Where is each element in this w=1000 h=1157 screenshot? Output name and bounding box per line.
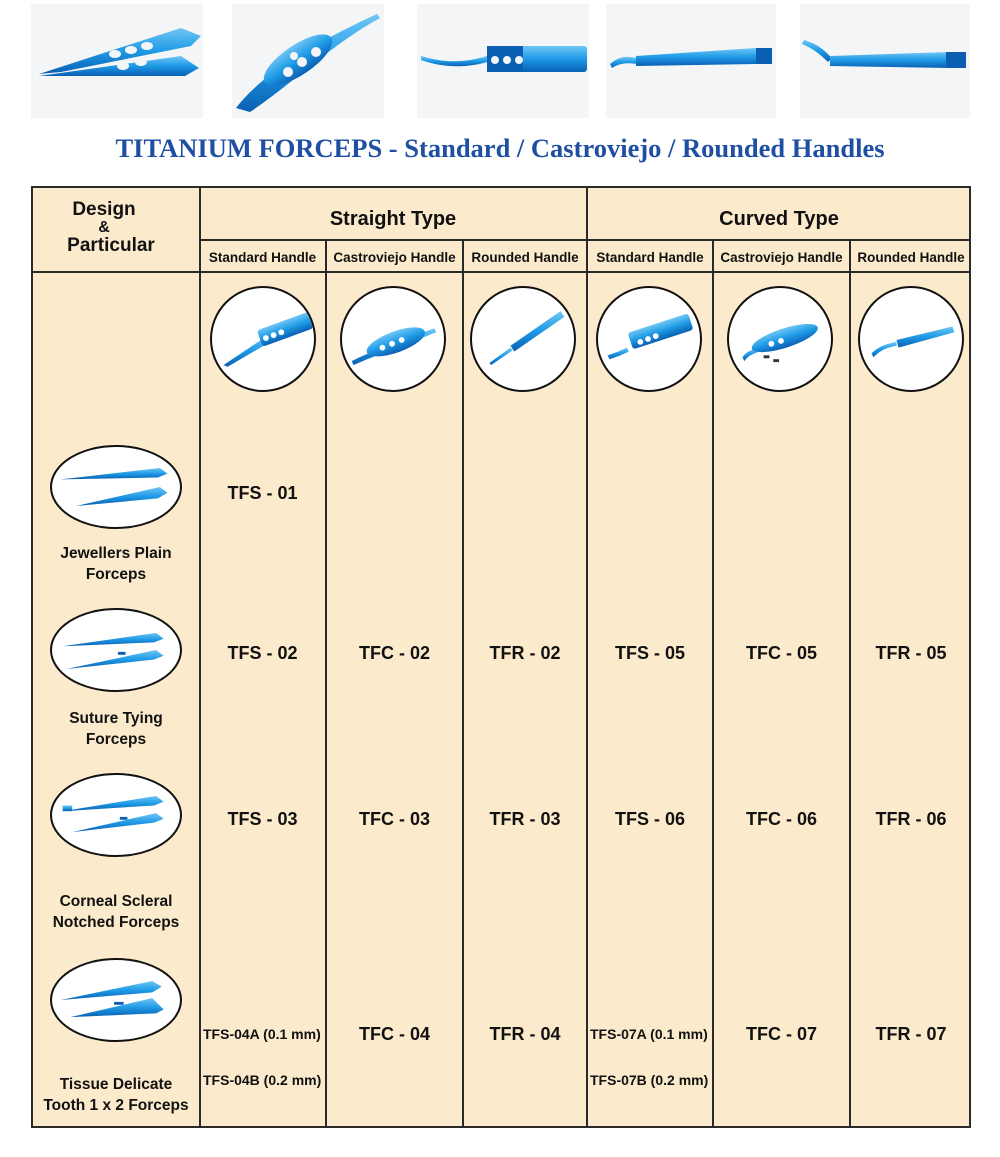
- code-variant-cell: TFS-07A (0.1 mm): [590, 1026, 708, 1042]
- castroviejo-handle-straight-icon: [340, 286, 446, 392]
- castroviejo-handle-curved-icon: [727, 286, 833, 392]
- code-cell: TFC - 04: [358, 1024, 430, 1044]
- code-cell: TFS - 03: [227, 809, 298, 829]
- page-title: TITANIUM FORCEPS - Standard / Castroviejo / Rounded Handles: [115, 133, 885, 163]
- row-name-jewellers-plain: Jewellers Plain Forceps: [60, 545, 172, 583]
- code-cell: TFS - 05: [614, 643, 685, 663]
- row-name-corneal-scleral: Corneal Scleral Notched Forceps: [52, 893, 180, 931]
- code-cell: TFR - 05: [875, 643, 947, 663]
- code-cell: TFR - 03: [489, 809, 561, 829]
- code-cell: TFS - 01: [227, 483, 298, 503]
- straight-type-header: Straight Type: [329, 208, 457, 230]
- forceps-castroviejo-handle-photo: [232, 4, 384, 118]
- code-cell: TFR - 07: [875, 1024, 947, 1044]
- product-photo-strip: [0, 0, 1000, 120]
- forceps-table: [31, 186, 971, 1128]
- corneal-scleral-tip-icon: [50, 773, 182, 857]
- code-cell: TFR - 02: [489, 643, 561, 663]
- rounded-handle-straight-icon: [470, 286, 576, 392]
- subheader-standard-handle: Standard Handle: [208, 250, 317, 265]
- code-cell: TFC - 03: [358, 809, 430, 829]
- design-particular-header: Design & Particular: [67, 199, 155, 256]
- code-cell: TFC - 07: [745, 1024, 817, 1044]
- subheader-castroviejo-handle: Castroviejo Handle: [333, 250, 456, 265]
- forceps-curved-rounded-photo: [800, 4, 970, 118]
- row-divider: [33, 271, 971, 273]
- curved-type-header: Curved Type: [719, 208, 839, 230]
- subheader-rounded-handle: Rounded Handle: [471, 250, 579, 265]
- subheader-rounded-handle: Rounded Handle: [857, 250, 965, 265]
- jewellers-plain-tip-icon: [50, 445, 182, 529]
- column-divider: [712, 240, 714, 1126]
- code-cell: TFS - 02: [227, 643, 298, 663]
- row-divider: [199, 239, 971, 241]
- code-cell: TFC - 06: [745, 809, 817, 829]
- subheader-standard-handle: Standard Handle: [596, 250, 704, 265]
- row-name-tissue-delicate: Tissue Delicate Tooth 1 x 2 Forceps: [43, 1076, 189, 1114]
- standard-handle-straight-icon: [210, 286, 316, 392]
- code-cell: TFR - 06: [875, 809, 947, 829]
- code-cell: TFR - 04: [489, 1024, 561, 1044]
- code-variant-cell: TFS-04B (0.2 mm): [203, 1072, 322, 1088]
- forceps-curved-standard-photo: [417, 4, 589, 118]
- suture-tying-tip-icon: [50, 608, 182, 692]
- forceps-standard-handle-photo: [31, 4, 203, 118]
- column-divider: [325, 240, 327, 1126]
- row-name-suture-tying: Suture Tying Forceps: [69, 710, 163, 748]
- code-variant-cell: TFS-04A (0.1 mm): [203, 1026, 321, 1042]
- code-variant-cell: TFS-07B (0.2 mm): [590, 1072, 709, 1088]
- column-divider: [462, 240, 464, 1126]
- code-cell: TFC - 05: [745, 643, 817, 663]
- standard-handle-curved-icon: [596, 286, 702, 392]
- code-cell: TFC - 02: [358, 643, 430, 663]
- rounded-handle-curved-icon: [858, 286, 964, 392]
- code-cell: TFS - 06: [614, 809, 685, 829]
- tissue-delicate-tip-icon: [50, 958, 182, 1042]
- forceps-curved-castroviejo-photo: [606, 4, 776, 118]
- subheader-castroviejo-handle: Castroviejo Handle: [720, 250, 843, 265]
- column-divider: [849, 240, 851, 1126]
